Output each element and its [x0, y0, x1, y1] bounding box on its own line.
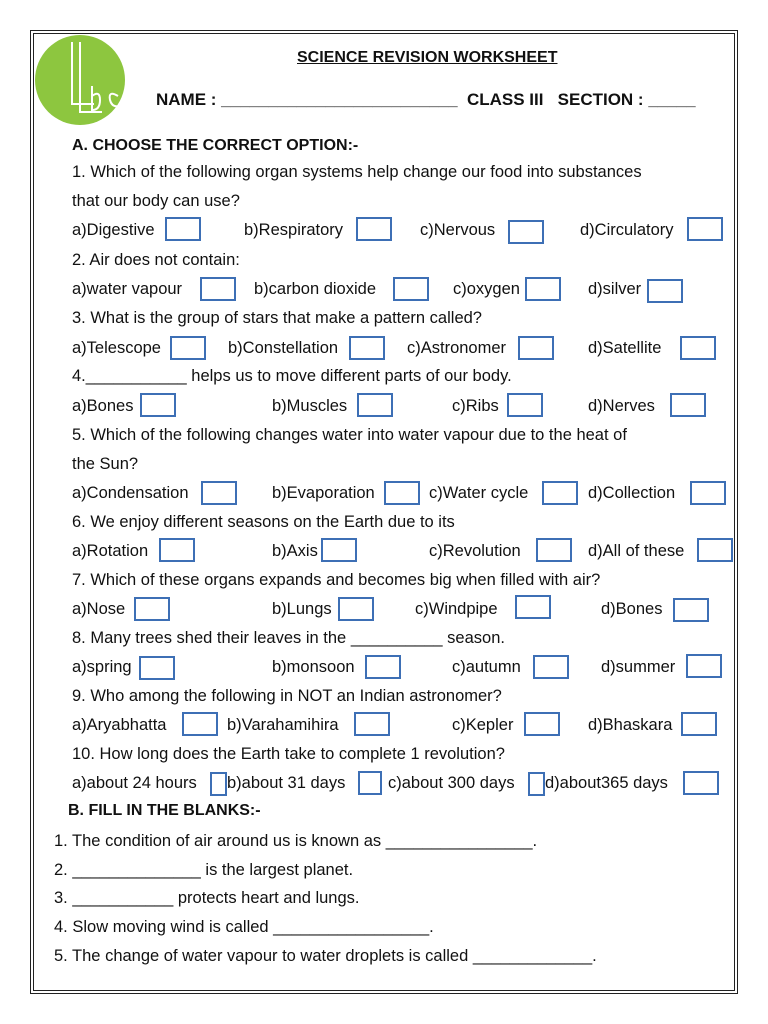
option-label: c)Revolution: [429, 542, 521, 560]
option-label: c)Windpipe: [415, 600, 498, 618]
option-label: c)Kepler: [452, 716, 514, 734]
answer-checkbox[interactable]: [518, 336, 554, 360]
question-text: 9. Who among the following in NOT an Indian astronomer?: [72, 687, 502, 705]
question-text: 7. Which of these organs expands and becomes big when filled with air?: [72, 571, 601, 589]
option-label: c)Astronomer: [407, 339, 507, 357]
answer-checkbox[interactable]: [321, 538, 357, 562]
option-label: a)water vapour: [72, 280, 183, 298]
question-text: 6. We enjoy different seasons on the Earth due to its: [72, 513, 455, 531]
option-label: d)summer: [601, 658, 676, 676]
option-label: b)carbon dioxide: [254, 280, 376, 298]
school-logo: [34, 34, 126, 126]
option-label: a)Digestive: [72, 221, 155, 239]
question-text: 5. Which of the following changes water into water vapour due to the heat of: [72, 426, 627, 444]
answer-checkbox[interactable]: [365, 655, 401, 679]
fill-blank-item: 1. The condition of air around us is known as ________________.: [54, 832, 538, 850]
answer-checkbox[interactable]: [170, 336, 206, 360]
option-label: c)oxygen: [453, 280, 520, 298]
question-text: the Sun?: [72, 455, 139, 473]
answer-checkbox[interactable]: [508, 220, 544, 244]
answer-checkbox[interactable]: [683, 771, 719, 795]
option-label: b)Varahamihira: [227, 716, 339, 734]
option-label: d)Circulatory: [580, 221, 674, 239]
answer-checkbox[interactable]: [515, 595, 551, 619]
option-label: b)Evaporation: [272, 484, 375, 502]
option-label: a)Condensation: [72, 484, 189, 502]
answer-checkbox[interactable]: [681, 712, 717, 736]
answer-checkbox[interactable]: [687, 217, 723, 241]
option-label: a)Aryabhatta: [72, 716, 167, 734]
answer-checkbox[interactable]: [680, 336, 716, 360]
question-text: 8. Many trees shed their leaves in the __________ season.: [72, 629, 505, 647]
section-a-heading: A. CHOOSE THE CORRECT OPTION:-: [72, 137, 359, 154]
answer-checkbox[interactable]: [338, 597, 374, 621]
answer-checkbox[interactable]: [134, 597, 170, 621]
option-label: d)silver: [588, 280, 642, 298]
option-label: d)Bhaskara: [588, 716, 673, 734]
option-label: b)monsoon: [272, 658, 355, 676]
option-label: b)Respiratory: [244, 221, 344, 239]
question-text: that our body can use?: [72, 192, 240, 210]
answer-checkbox[interactable]: [686, 654, 722, 678]
fill-blank-item: 4. Slow moving wind is called _________________.: [54, 918, 434, 936]
name-class-section-line: NAME : _________________________ CLASS III SECTION : _____: [156, 90, 696, 109]
answer-checkbox[interactable]: [159, 538, 195, 562]
option-label: a)Bones: [72, 397, 134, 415]
option-label: c)Ribs: [452, 397, 499, 415]
answer-checkbox[interactable]: [358, 771, 382, 795]
question-text: 4.___________ helps us to move different parts of our body.: [72, 367, 512, 385]
option-label: d)Satellite: [588, 339, 662, 357]
option-label: d)Collection: [588, 484, 676, 502]
answer-checkbox[interactable]: [182, 712, 218, 736]
option-label: c)about 300 days: [388, 774, 515, 792]
question-text: 3. What is the group of stars that make a pattern called?: [72, 309, 482, 327]
answer-checkbox[interactable]: [533, 655, 569, 679]
answer-checkbox[interactable]: [507, 393, 543, 417]
option-label: b)Muscles: [272, 397, 348, 415]
option-label: a)Nose: [72, 600, 126, 618]
answer-checkbox[interactable]: [139, 656, 175, 680]
answer-checkbox[interactable]: [524, 712, 560, 736]
fill-blank-item: 5. The change of water vapour to water droplets is called _____________.: [54, 947, 597, 965]
option-label: d)about365 days: [545, 774, 668, 792]
option-label: d)Nerves: [588, 397, 655, 415]
question-text: 1. Which of the following organ systems help change our food into substances: [72, 163, 642, 181]
answer-checkbox[interactable]: [393, 277, 429, 301]
answer-checkbox[interactable]: [690, 481, 726, 505]
option-label: a)about 24 hours: [72, 774, 197, 792]
fill-blank-item: 2. ______________ is the largest planet.: [54, 861, 354, 879]
answer-checkbox[interactable]: [201, 481, 237, 505]
option-label: a)Rotation: [72, 542, 149, 560]
answer-checkbox[interactable]: [697, 538, 733, 562]
answer-checkbox[interactable]: [542, 481, 578, 505]
answer-checkbox[interactable]: [200, 277, 236, 301]
answer-checkbox[interactable]: [165, 217, 201, 241]
answer-checkbox[interactable]: [525, 277, 561, 301]
option-label: d)Bones: [601, 600, 663, 618]
answer-checkbox[interactable]: [356, 217, 392, 241]
section-b-heading: B. FILL IN THE BLANKS:-: [68, 802, 261, 819]
option-label: c)autumn: [452, 658, 521, 676]
option-label: a)Telescope: [72, 339, 161, 357]
option-label: b)Lungs: [272, 600, 332, 618]
fill-blank-item: 3. ___________ protects heart and lungs.: [54, 889, 360, 907]
option-label: d)All of these: [588, 542, 685, 560]
answer-checkbox[interactable]: [140, 393, 176, 417]
option-label: c)Nervous: [420, 221, 496, 239]
option-label: a)spring: [72, 658, 132, 676]
worksheet-title: SCIENCE REVISION WORKSHEET: [297, 49, 558, 66]
option-label: b)Axis: [272, 542, 318, 560]
question-text: 10. How long does the Earth take to complete 1 revolution?: [72, 745, 505, 763]
answer-checkbox[interactable]: [384, 481, 420, 505]
answer-checkbox[interactable]: [670, 393, 706, 417]
answer-checkbox[interactable]: [349, 336, 385, 360]
question-text: 2. Air does not contain:: [72, 251, 240, 269]
option-label: b)about 31 days: [227, 774, 346, 792]
answer-checkbox[interactable]: [528, 772, 545, 796]
answer-checkbox[interactable]: [357, 393, 393, 417]
option-label: c)Water cycle: [429, 484, 529, 502]
answer-checkbox[interactable]: [536, 538, 572, 562]
answer-checkbox[interactable]: [673, 598, 709, 622]
answer-checkbox[interactable]: [354, 712, 390, 736]
answer-checkbox[interactable]: [647, 279, 683, 303]
answer-checkbox[interactable]: [210, 772, 227, 796]
option-label: b)Constellation: [228, 339, 339, 357]
